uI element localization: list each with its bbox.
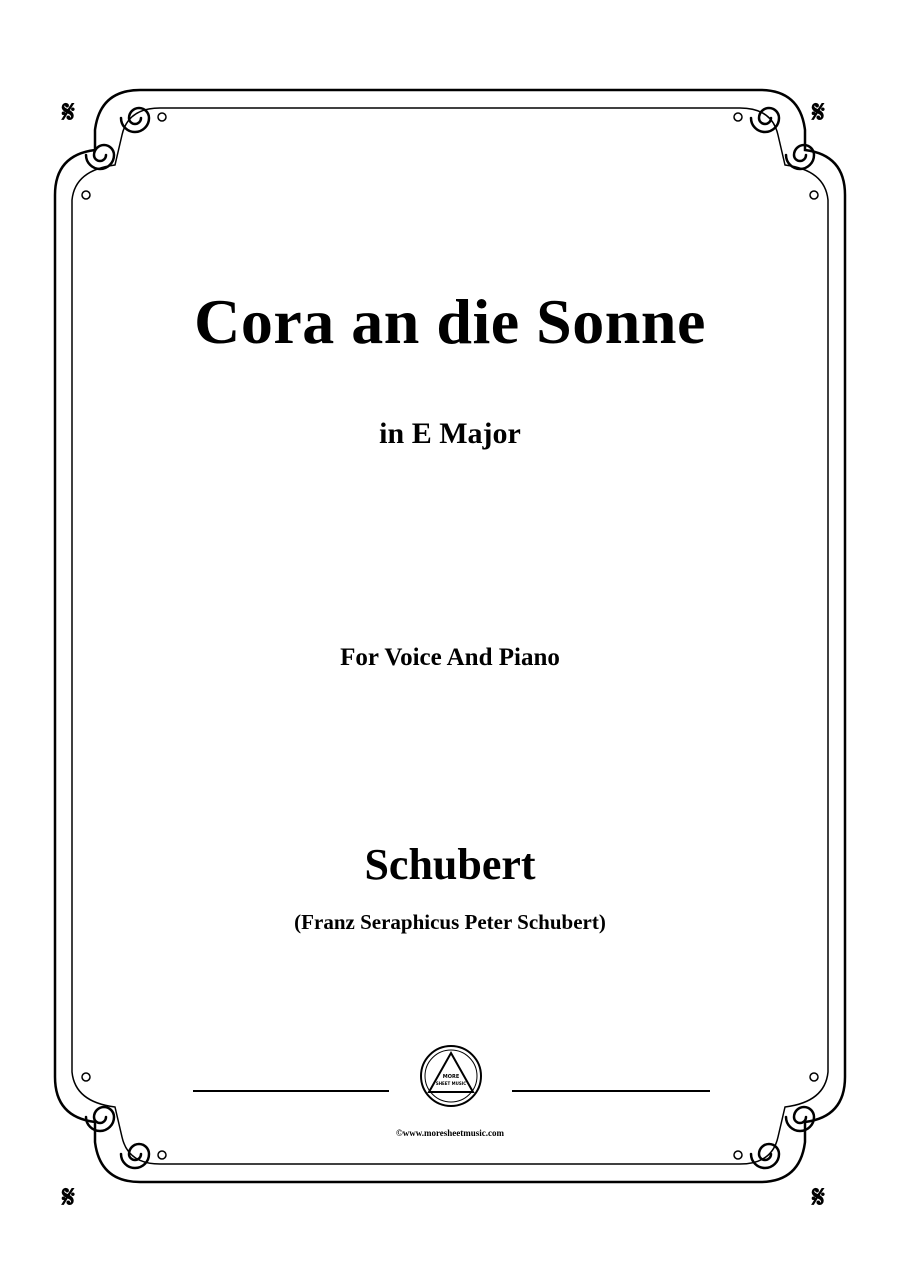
composer-name: Schubert [364,840,536,889]
footer-rule-right [512,1090,710,1092]
key-signature-label: in E Major [379,417,521,450]
segno-ornament-icon: 𝄋 [62,95,75,130]
svg-text:MORE: MORE [442,1074,460,1080]
segno-ornament-icon: 𝄋 [812,1180,825,1215]
svg-text:SHEET MUSIC: SHEET MUSIC [435,1081,467,1086]
footer-rule-left [193,1090,389,1092]
triangle-seal-logo [419,1044,483,1108]
segno-ornament-icon: 𝄋 [812,95,825,130]
segno-ornament-icon: 𝄋 [62,1180,75,1215]
piece-title: Cora an die Sonne [194,286,706,357]
publisher-url[interactable]: ©www.moresheetmusic.com [395,1128,505,1138]
instrumentation-label: For Voice And Piano [340,644,560,671]
composer-full-name: (Franz Seraphicus Peter Schubert) [294,910,606,934]
